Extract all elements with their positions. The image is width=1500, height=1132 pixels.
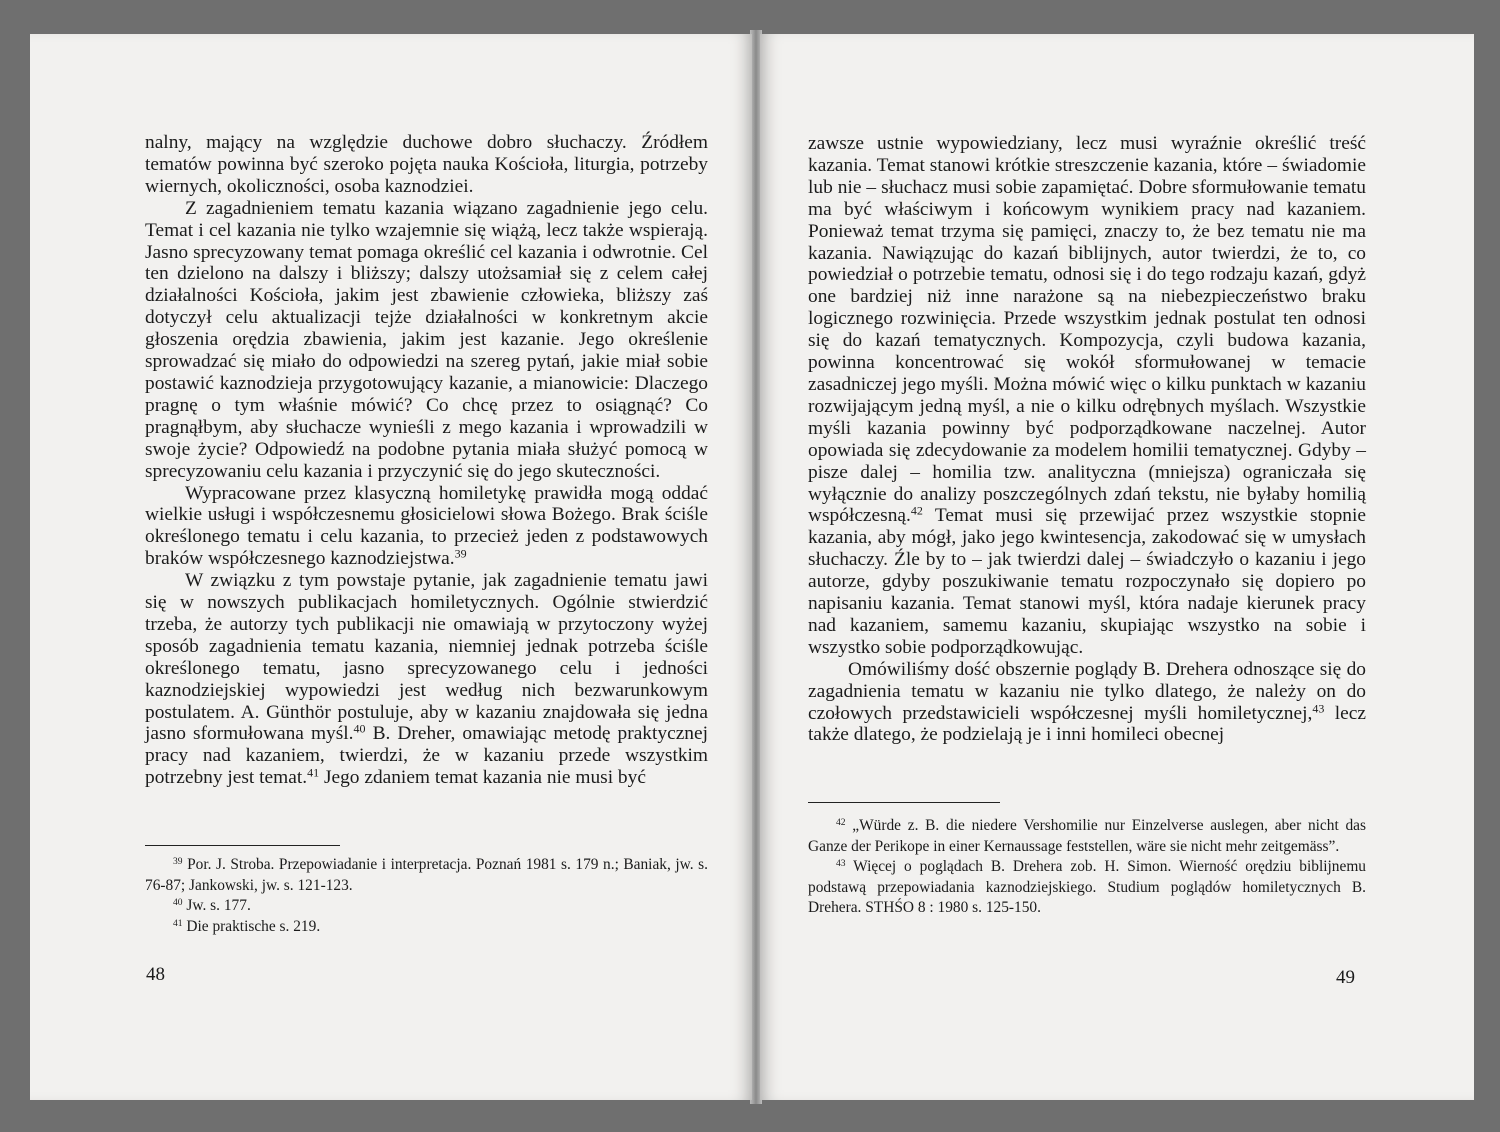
paragraph: W związku z tym powstaje pytanie, jak zagadnienie tematu jawi się w nowszych publikacjach homiletycznych. Ogólnie stwierdzić trzeba, że autorzy tych publikacji nie omawiają w przytoczony wyżej sposób zagadnienia tematu kazania, niemniej jednak potrzeba ściśle określonego tematu, jasno sprecyzowanego celu i jedności kaznodziejskiej wypowiedzi jest według nich bezwarunkowym postulatem. A. Günthör postuluje, aby w kazaniu znajdowała się jedna jasno sformułowana myśl.$^{40}$ B. Dreher, omawiając metodę praktycznej pracy nad kazaniem, twierdzi, że w kazaniu przede wszystkim potrzebny jest temat.$^{41}$ Jego zdaniem temat kazania nie musi być xyxy=(145,570,708,789)
footnote: $^{39}$ Por. J. Stroba. Przepowiadanie i interpretacja. Poznań 1981 s. 179 n.; Baniak, jw. s. 76-87; Jankowski, jw. s. 121-123. xyxy=(145,855,708,894)
footnote: $^{43}$ Więcej o poglądach B. Drehera zob. H. Simon. Wierność orędziu biblijnemu podstawą przepowiadania kaznodziejskiego. Studium poglądów homiletycznych B. Drehera. STHŚO 8 : 1980 s. 125-150. xyxy=(808,857,1366,916)
paragraph: Omówiliśmy dość obszernie poglądy B. Drehera odnoszące się do zagadnienia tematu w kazaniu nie tylko dlatego, że należy on do czołowych przedstawicieli współczesnej myśli homiletycznej,$^{43}$ lecz także dlatego, że podzielają je i inni homileci obecnej xyxy=(808,658,1366,746)
footnote-divider xyxy=(145,845,340,846)
footnote: $^{41}$ Die praktische s. 219. xyxy=(173,917,321,935)
page-number: 48 xyxy=(146,964,165,985)
footnote-ref[interactable]: 41 xyxy=(307,765,320,780)
left-page xyxy=(30,34,752,1100)
right-page xyxy=(760,34,1474,1100)
left-body-text xyxy=(145,132,708,789)
footnote: $^{40}$ Jw. s. 177. xyxy=(173,896,251,914)
right-body-text xyxy=(808,133,1366,746)
left-footnotes xyxy=(145,855,708,937)
paragraph: zawsze ustnie wypowiedziany, lecz musi wyraźnie określić treść kazania. Temat stanowi krótkie streszczenie kazania, które – świadomie lub nie – słuchacz musi sobie zapamiętać. Dobre sformułowanie tematu ma być właściwym i końcowym wynikiem pracy nad kazaniem. Ponieważ temat trzyma się pamięci, znaczy to, że bez tematu nie ma kazania. Nawiązując do kazań biblijnych, autor twierdzi, że to, co powiedział o potrzebie tematu, odnosi się i do tego rodzaju kazań, gdyż one bardziej niż inne narażone są na niebezpieczeństwo braku logicznego rozwinięcia. Przede wszystkim jednak postulat ten odnosi się do kazań tematycznych. Kompozycja, czyli budowa kazania, powinna koncentrować się wokół sformułowanej w temacie zasadniczej jego myśli. Można mówić więc o kilku punktach w kazaniu rozwijającym jedną myśl, a nie o kilku odrębnych myślach. Wszystkie myśli kazania powinny być podporządkowane naczelnej. Autor opowiada się zdecydowanie za modelem homilii tematycznej. Gdyby – pisze dalej – homilia tzw. analityczna (mniejsza) ograniczała się wyłącznie do analizy poszczególnych zdań tekstu, nie byłaby homilią współczesną.$^{42}$ Temat musi się przewijać przez wszystkie stopnie kazania, aby mógł, jako jego kwintesencja, zakodować się w umysłach słuchaczy. Źle by to – jak twierdzi dalej – świadczyło o kazaniu i jego autorze, gdyby poszukiwanie tematu rozpoczynało się dopiero po napisaniu kazania. Temat stanowi myśl, która nadaje kierunek pracy nad kazaniem, samemu kazaniu, skupiając wszystko na sobie i wszystko sobie podporządkowując. xyxy=(808,133,1366,658)
paragraph: Z zagadnieniem tematu kazania wiązano zagadnienie jego celu. Temat i cel kazania nie tylko wzajemnie się wiążą, lecz także wspierają. Jasno sprecyzowany temat pomaga określić cel kazania i odwrotnie. Cel ten dzielono na dalszy i bliższy; dalszy utożsamiał się z celem całej działalności Kościoła, jakim jest zbawienie człowieka, bliższy zaś dotyczył celu aktualizacji tejże działalności w konkretnym akcie głoszenia orędzia zbawienia, jakim jest kazanie. Jego określenie sprowadzać się miało do odpowiedzi na szereg pytań, jakie miał sobie postawić kaznodzieja przygotowujący kazanie, a mianowicie: Dlaczego pragnę o tym właśnie mówić? Co chcę przez to osiągnąć? Co pragnąłbym, aby słuchacze wynieśli z mego kazania i wprowadzili w swoje życie? Odpowiedź na podobne pytania miała służyć pomocą w sprecyzowaniu celu kazania i przyczynić się do jego skuteczności. xyxy=(145,197,708,482)
footnote-ref[interactable]: 39 xyxy=(454,546,467,561)
right-footnotes xyxy=(808,816,1366,919)
footnote-ref[interactable]: 42 xyxy=(910,503,923,518)
paragraph: Wypracowane przez klasyczną homiletykę prawidła mogą oddać wielkie usługi i współczesnemu głosicielowi słowa Bożego. Brak ściśle określonego tematu i celu kazania, to przecież jeden z podstawowych braków współczesnego kaznodziejstwa.$^{39}$ xyxy=(145,482,708,570)
page-number: 49 xyxy=(1336,967,1355,988)
footnote-divider xyxy=(808,802,1000,803)
footnote-ref[interactable]: 40 xyxy=(353,721,366,736)
paragraph: nalny, mający na względzie duchowe dobro słuchaczy. Źródłem tematów powinna być szeroko pojęta nauka Kościoła, liturgia, potrzeby wiernych, okoliczności, osoba kaznodziei. xyxy=(145,132,708,197)
footnote: $^{42}$ „Würde z. B. die niedere Vershomilie nur Einzelverse auslegen, aber nicht das Ganze der Perikope in einer Kernaussage feststellen, wäre sie nicht mehr zeitgemäss”. xyxy=(808,816,1366,855)
footnote-ref[interactable]: 43 xyxy=(1312,700,1325,715)
